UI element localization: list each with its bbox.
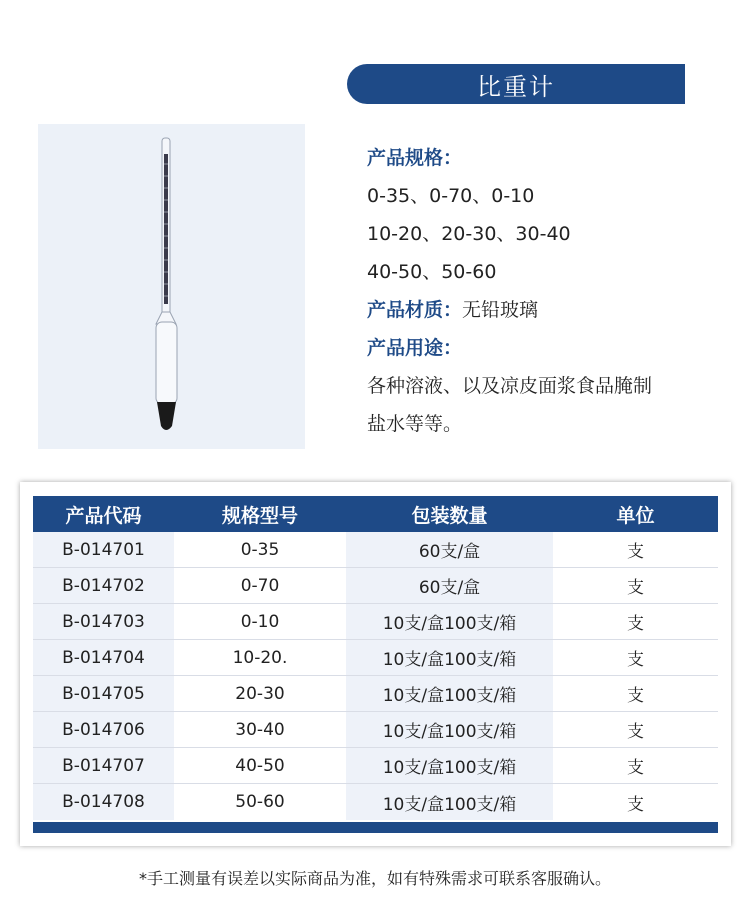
- table-row: [33, 532, 718, 568]
- table-row: [33, 784, 718, 820]
- cell-model: 0-10: [240, 611, 280, 632]
- spec-label: 产品规格：: [367, 147, 463, 169]
- table-row: [33, 604, 718, 640]
- product-table: [20, 482, 731, 846]
- cell-code: B-014707: [33, 748, 174, 783]
- cell-model: 40-50: [235, 755, 285, 776]
- hydrometer-illustration: [38, 124, 305, 449]
- cell-unit: 支: [627, 722, 644, 742]
- header-packaging: 包装数量: [411, 504, 488, 527]
- usage-line: 各种溶液、以及凉皮面浆食品腌制: [367, 375, 653, 397]
- cell-model: 20-30: [235, 683, 285, 704]
- cell-unit: 支: [627, 614, 644, 634]
- cell-code: B-014703: [33, 604, 174, 639]
- cell-packaging: 10支/盒100支/箱: [346, 784, 553, 820]
- cell-code: B-014704: [33, 640, 174, 675]
- cell-code: B-014702: [33, 568, 174, 603]
- spec-block: [367, 139, 727, 443]
- cell-model: 0-35: [240, 539, 280, 560]
- cell-unit: 支: [627, 794, 644, 815]
- table-row: [33, 640, 718, 676]
- footnote: *手工测量有误差以实际商品为准，如有特殊需求可联系客服确认。: [138, 869, 611, 888]
- cell-code: B-014701: [33, 532, 174, 567]
- table-row: [33, 712, 718, 748]
- header-unit: 单位: [616, 504, 655, 527]
- header-model: 规格型号: [221, 504, 298, 527]
- title-banner: [347, 64, 685, 104]
- header-product-code: 产品代码: [65, 504, 142, 527]
- spec-line: 0-35、0-70、0-10: [367, 185, 535, 207]
- material-label: 产品材质：: [367, 299, 463, 321]
- cell-unit: 支: [627, 542, 644, 562]
- cell-code: B-014708: [33, 784, 174, 820]
- cell-unit: 支: [627, 758, 644, 778]
- table-footer-bar: [33, 822, 718, 833]
- cell-model: 0-70: [240, 575, 280, 596]
- cell-packaging: 10支/盒100支/箱: [346, 640, 553, 675]
- table-body: [33, 532, 718, 820]
- cell-packaging: 10支/盒100支/箱: [346, 676, 553, 711]
- cell-model: 50-60: [235, 792, 285, 812]
- cell-unit: 支: [627, 650, 644, 670]
- cell-model: 30-40: [235, 719, 285, 740]
- material-value: 无铅玻璃: [462, 299, 539, 321]
- table-row: [33, 748, 718, 784]
- cell-packaging: 10支/盒100支/箱: [346, 604, 553, 639]
- cell-code: B-014706: [33, 712, 174, 747]
- table-row: [33, 568, 718, 604]
- cell-packaging: 60支/盒: [346, 568, 553, 603]
- table-header: [33, 496, 718, 532]
- cell-unit: 支: [627, 686, 644, 706]
- cell-code: B-014705: [33, 676, 174, 711]
- cell-packaging: 10支/盒100支/箱: [346, 748, 553, 783]
- usage-line: 盐水等等。: [367, 413, 463, 435]
- material-line: [367, 291, 727, 329]
- spec-line: 40-50、50-60: [367, 261, 497, 283]
- spec-line: 10-20、20-30、30-40: [367, 223, 571, 245]
- cell-packaging: 60支/盒: [346, 532, 553, 567]
- cell-model: 10-20.: [232, 647, 288, 668]
- cell-unit: 支: [627, 578, 644, 598]
- table-row: [33, 676, 718, 712]
- page-title: 比重计: [477, 72, 555, 101]
- cell-packaging: 10支/盒100支/箱: [346, 712, 553, 747]
- usage-label: 产品用途：: [367, 337, 463, 359]
- product-image-hydrometer: [38, 124, 305, 449]
